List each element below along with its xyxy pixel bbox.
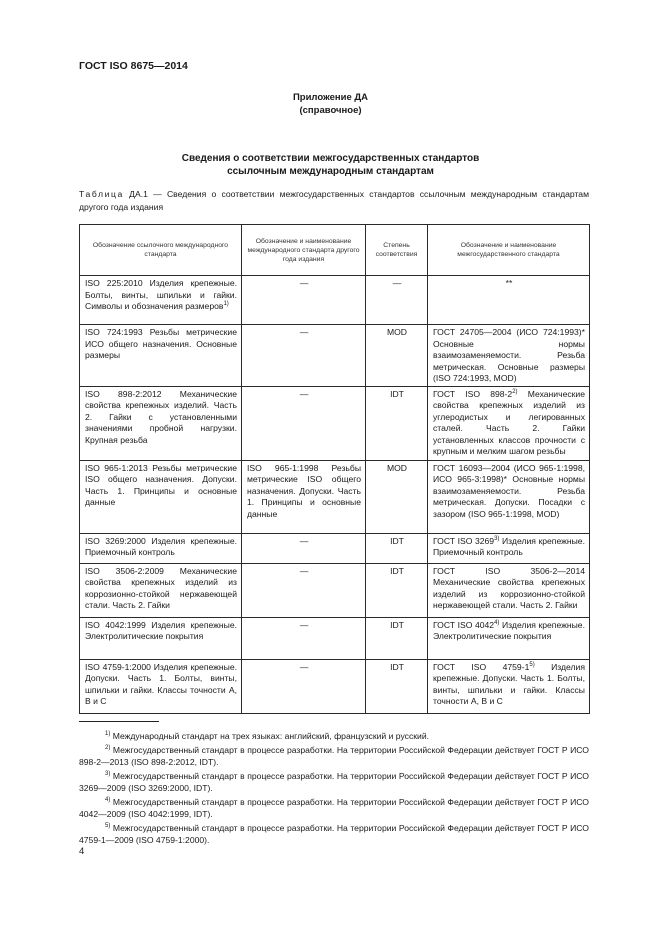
cell-gost: ГОСТ ISO 3269$^{3)}$ Изделия крепежные. Приемочный контроль <box>428 533 590 563</box>
footnote-separator <box>79 721 159 722</box>
cell-degree: — <box>366 276 428 325</box>
table-caption-text: ДА.1 — Сведения о соответствии межгосударственных стандартов ссылочным международным стандартам другого года издания <box>79 189 589 212</box>
column-header-gost: Обозначение и наименование межгосударственного стандарта <box>428 225 590 276</box>
cell-other-edition: — <box>242 325 366 387</box>
footnotes <box>79 730 589 848</box>
table-row <box>80 533 590 563</box>
column-header-other-edition: Обозначение и наименование международного стандарта другого года издания <box>242 225 366 276</box>
column-header-degree: Степень соответствия <box>366 225 428 276</box>
cell-other-edition: — <box>242 533 366 563</box>
cell-gost: ГОСТ ISO 898-2$^{2)}$ Механические свойства крепежных изделий из углеродистых и легированных сталей. Часть 2. Гайки установленных классов прочности с крупным и мелким шагом резьбы <box>428 386 590 460</box>
table-row <box>80 386 590 460</box>
table-row <box>80 460 590 533</box>
cell-reference: ISO 965-1:2013 Резьбы метрические ISO общего назначения. Допуски. Часть 1. Принципы и основные данные <box>80 460 242 533</box>
section-title-line-2: ссылочным международным стандартам <box>227 166 434 177</box>
cell-degree: IDT <box>366 386 428 460</box>
footnote: $^{2)}$ Межгосударственный стандарт в процессе разработки. На территории Российской Федерации действует ГОСТ Р ИСО 898-2—2013 (ISO 898-2:2012, IDT). <box>79 744 589 767</box>
cell-degree: IDT <box>366 533 428 563</box>
cell-reference: ISO 898-2:2012 Механические свойства крепежных изделий. Часть 2. Гайки с установленными значениями пробной нагрузки. Крупная резьба <box>80 386 242 460</box>
cell-other-edition: ISO 965-1:1998 Резьбы метрические ISO общего назначения. Допуски. Часть 1. Принципы и основные данные <box>242 460 366 533</box>
column-header-reference: Обозначение ссылочного международного стандарта <box>80 225 242 276</box>
table-row <box>80 659 590 713</box>
section-title-line-1: Сведения о соответствии межгосударственных стандартов <box>181 153 480 164</box>
cell-other-edition: — <box>242 386 366 460</box>
annex-title: Приложение ДА <box>292 92 369 103</box>
table-caption-label: Таблица <box>79 189 124 199</box>
cell-degree: MOD <box>366 460 428 533</box>
cell-other-edition: — <box>242 563 366 617</box>
table-row <box>80 276 590 325</box>
cell-reference: ISO 3269:2000 Изделия крепежные. Приемочный контроль <box>80 533 242 563</box>
annex-heading <box>0 91 661 117</box>
cell-reference: ISO 4042:1999 Изделия крепежные. Электролитические покрытия <box>80 617 242 659</box>
table-row <box>80 563 590 617</box>
cell-gost: ГОСТ 16093—2004 (ИСО 965-1:1998, ИСО 965-3:1998)* Основные нормы взаимозаменяемости. Резьба метрическая. Допуски. Посадки с зазором (ISO 965-1:1998, MOD) <box>428 460 590 533</box>
cell-gost: ГОСТ ISO 3506-2—2014 Механические свойства крепежных изделий из коррозионно-стойкой нержавеющей стали. Часть 2. Гайки <box>428 563 590 617</box>
cell-other-edition: — <box>242 276 366 325</box>
annex-subtitle: (справочное) <box>299 105 362 116</box>
document-header: ГОСТ ISO 8675—2014 <box>79 60 188 72</box>
cell-gost: ГОСТ ISO 4042$^{4)}$ Изделия крепежные. Электролитические покрытия <box>428 617 590 659</box>
table-header-row <box>80 225 590 276</box>
table-row <box>80 325 590 387</box>
cell-gost: ГОСТ 24705—2004 (ИСО 724:1993)* Основные нормы взаимозаменяемости. Резьба метрическая. Основные размеры (ISO 724:1993, MOD) <box>428 325 590 387</box>
cell-reference: ISO 3506-2:2009 Механические свойства крепежных изделий из коррозионно-стойкой нержавеющей стали. Часть 2. Гайки <box>80 563 242 617</box>
cell-other-edition: — <box>242 659 366 713</box>
correspondence-table <box>79 224 590 714</box>
footnote: $^{1)}$ Международный стандарт на трех языках: английский, французский и русский. <box>105 731 430 741</box>
table-caption <box>79 188 589 214</box>
footnote: $^{3)}$ Межгосударственный стандарт в процессе разработки. На территории Российской Федерации действует ГОСТ Р ИСО 3269—2009 (ISO 3269:2000, IDT). <box>79 770 589 793</box>
cell-degree: MOD <box>366 325 428 387</box>
section-title <box>0 152 661 178</box>
cell-gost: ГОСТ ISO 4759-1$^{5)}$ Изделия крепежные. Допуски. Часть 1. Болты, винты, шпильки и гайки. Классы точности А, В и С <box>428 659 590 713</box>
page-number: 4 <box>79 846 85 857</box>
cell-reference: ISO 4759-1:2000 Изделия крепежные. Допуски. Часть 1. Болты, винты, шпильки и гайки. Классы точности A, B и C <box>80 659 242 713</box>
cell-reference: ISO 225:2010 Изделия крепежные. Болты, винты, шпильки и гайки. Символы и обозначения размеров$^{1)}$ <box>80 276 242 325</box>
cell-other-edition: — <box>242 617 366 659</box>
table-row <box>80 617 590 659</box>
footnote: $^{4)}$ Межгосударственный стандарт в процессе разработки. На территории Российской Федерации действует ГОСТ Р ИСО 4042—2009 (ISO 4042:1999, IDT). <box>79 796 589 819</box>
footnote: $^{5)}$ Межгосударственный стандарт в процессе разработки. На территории Российской Федерации действует ГОСТ Р ИСО 4759-1—2009 (ISO 4759-1:2000). <box>79 822 589 845</box>
cell-degree: IDT <box>366 617 428 659</box>
cell-degree: IDT <box>366 659 428 713</box>
cell-reference: ISO 724:1993 Резьбы метрические ИСО общего назначения. Основные размеры <box>80 325 242 387</box>
cell-gost: ** <box>428 276 590 325</box>
cell-degree: IDT <box>366 563 428 617</box>
